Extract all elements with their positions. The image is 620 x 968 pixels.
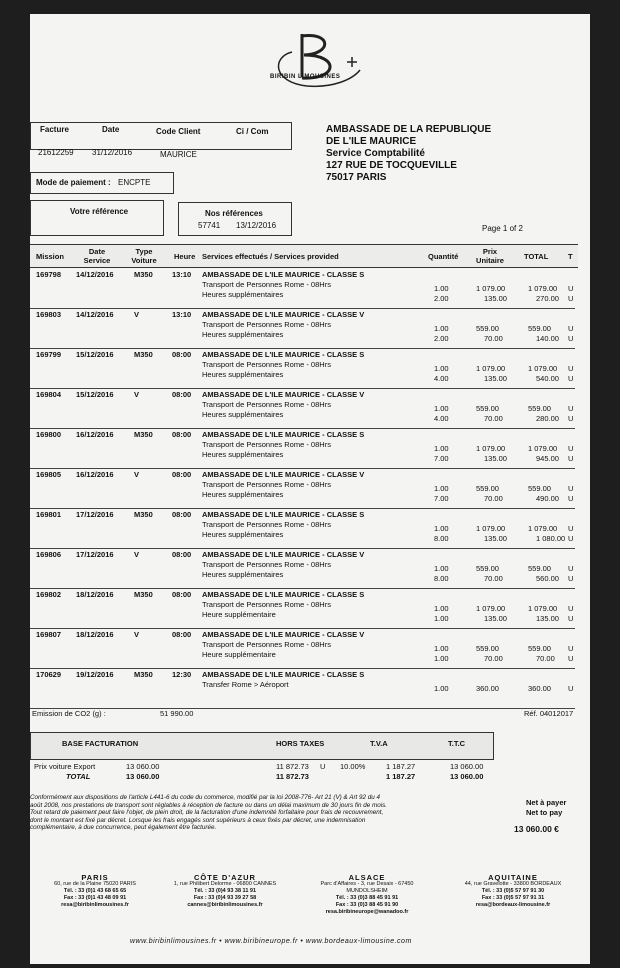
cell-title: AMBASSADE DE L'ILE MAURICE - CLASSE V [202, 390, 365, 399]
cell-heure: 13:10 [172, 310, 192, 319]
office-phone: Tél. : 33 (0)4 93 38 11 91 [193, 888, 257, 894]
office-email: resa@biribinlimousines.fr [61, 902, 129, 908]
hors-taxes-label: HORS TAXES [276, 739, 325, 748]
cell-q1: 1.00 [434, 644, 449, 653]
cell-u2: U [568, 374, 574, 383]
net-to-pay-en: Net to pay [526, 808, 563, 817]
cell-t2: 70.00 [536, 654, 555, 663]
total-ttc: 13 060.00 [450, 772, 484, 781]
cell-l2: Heures supplémentaires [202, 490, 284, 499]
address-line: 127 RUE DE TOCQUEVILLE [326, 160, 457, 171]
col-total: TOTAL [524, 252, 549, 261]
office-phone: Tél. : 33 (0)5 57 97 91 30 [481, 888, 545, 894]
cell-p1: 1 079.00 [476, 604, 506, 613]
table-row [30, 428, 575, 469]
office-address: 1, rue Philibert Delorme - 06800 CANNES [173, 881, 277, 887]
cell-type: M350 [134, 590, 153, 599]
col-mission: Mission [36, 252, 64, 261]
votre-ref-box [30, 200, 164, 236]
cell-title: AMBASSADE DE L'ILE MAURICE - CLASSE V [202, 470, 365, 479]
cell-l1: Transport de Personnes Rome - 08Hrs [202, 520, 331, 529]
cell-u2: U [568, 334, 574, 343]
nos-ref-date: 13/12/2016 [236, 221, 277, 230]
cell-q2: 4.00 [434, 374, 449, 383]
websites: www.biribinlimousines.fr • www.biribineurope.fr • www.bordeaux-limousine.com [130, 938, 412, 945]
cell-heure: 08:00 [172, 470, 192, 479]
cell-date: 17/12/2016 [76, 550, 114, 559]
cell-t1: 1 079.00 [528, 444, 558, 453]
invoice-page [30, 14, 590, 964]
office-phone: Tél. : 33 (0)3 88 45 91 91 [335, 895, 399, 901]
cell-heure: 08:00 [172, 550, 192, 559]
col-date: Date Service [83, 247, 111, 265]
votre-ref-label: Votre référence [70, 207, 129, 216]
cell-p2: 135.00 [484, 374, 507, 383]
cell-q1: 1.00 [434, 684, 449, 693]
cell-type: V [134, 390, 140, 399]
cell-mission: 169803 [36, 310, 62, 319]
cell-date: 17/12/2016 [76, 510, 114, 519]
cell-date: 14/12/2016 [76, 310, 114, 319]
cell-type: M350 [134, 270, 153, 279]
cell-u2: U [568, 414, 574, 423]
cell-p1: 1 079.00 [476, 284, 506, 293]
legal-notice: Conformément aux dispositions de l'article L441-6 du code du commerce, modifié par la loi 2008-776- Art 21 (V) & Art 92 du 4 août 2008, nos prestations de transport sont réglables à réception de facture ou dans un délai maximum de 30 jours fin de mois. Tout retard de paiement peut faire l'objet, de plein droit, de la facturation d'une indemnité forfaitaire pour frais de recouvrement, dont le montant est fixé par décret. Lorsque les frais engagés sont supérieurs à ceux fixés par décret, une indemnisation complémentaire, à due concurrence, peut également être facturée. [30, 794, 388, 831]
cell-mission: 169798 [36, 270, 62, 279]
summary-base: 13 060.00 [126, 762, 160, 771]
cell-title: AMBASSADE DE L'ILE MAURICE - CLASSE S [202, 430, 365, 439]
cell-l1: Transfer Rome > Aéroport [202, 680, 289, 689]
cell-u1: U [568, 444, 574, 453]
cell-t2: 490.00 [536, 494, 559, 503]
brand-name: BIRIBIN LIMOUSINES [270, 74, 341, 80]
cell-l2: Heures supplémentaires [202, 330, 284, 339]
cell-mission: 169804 [36, 390, 62, 399]
summary-row-label: Prix voiture Export [34, 762, 96, 771]
ttc-label: T.T.C [448, 739, 466, 748]
office-cote-azur [160, 874, 290, 909]
cell-u2: U [568, 654, 574, 663]
tva-label: T.V.A [370, 739, 388, 748]
cell-p2: 135.00 [484, 614, 507, 623]
office-address: Parc d'Affaires - 3, rue Desaix - 67450 MUNDOLSHEIM [320, 881, 414, 894]
cell-date: 15/12/2016 [76, 350, 114, 359]
cell-u2: U [568, 614, 574, 623]
cell-t2: 140.00 [536, 334, 559, 343]
cell-u2: U [568, 534, 574, 543]
cell-l1: Transport de Personnes Rome - 08Hrs [202, 600, 331, 609]
cell-mission: 169801 [36, 510, 62, 519]
total-base: 13 060.00 [126, 772, 160, 781]
cell-u1: U [568, 644, 574, 653]
cell-mission: 169800 [36, 430, 62, 439]
cell-l1: Transport de Personnes Rome - 08Hrs [202, 480, 331, 489]
cell-title: AMBASSADE DE L'ILE MAURICE - CLASSE S [202, 350, 365, 359]
cell-l1: Transport de Personnes Rome - 08Hrs [202, 560, 331, 569]
cell-q2: 8.00 [434, 534, 449, 543]
cell-q1: 1.00 [434, 564, 449, 573]
cell-date: 15/12/2016 [76, 390, 114, 399]
office-fax: Fax : 33 (0)1 43 48 09 91 [63, 895, 127, 901]
cell-mission: 170629 [36, 670, 62, 679]
client-code: MAURICE [160, 150, 197, 159]
cell-t1: 559.00 [528, 404, 551, 413]
cell-type: M350 [134, 350, 153, 359]
table-row [30, 508, 575, 549]
cell-l1: Transport de Personnes Rome - 08Hrs [202, 320, 331, 329]
cell-title: AMBASSADE DE L'ILE MAURICE - CLASSE S [202, 590, 365, 599]
cell-title: AMBASSADE DE L'ILE MAURICE - CLASSE V [202, 630, 365, 639]
cell-mission: 169807 [36, 630, 62, 639]
cell-p2: 135.00 [484, 454, 507, 463]
cell-q1: 1.00 [434, 324, 449, 333]
cell-type: V [134, 310, 140, 319]
total-tva: 1 187.27 [386, 772, 416, 781]
cell-heure: 08:00 [172, 510, 192, 519]
cell-date: 16/12/2016 [76, 430, 114, 439]
cell-date: 19/12/2016 [76, 670, 114, 679]
cell-p1: 360.00 [476, 684, 499, 693]
cell-p2: 135.00 [484, 534, 507, 543]
office-fax: Fax : 33 (0)4 93 39 27 58 [193, 895, 257, 901]
col-quantity: Quantité [428, 252, 459, 261]
cell-u2: U [568, 574, 574, 583]
summary-rate: 10.00% [340, 762, 366, 771]
table-row [30, 668, 575, 709]
cell-q1: 1.00 [434, 284, 449, 293]
cell-title: AMBASSADE DE L'ILE MAURICE - CLASSE S [202, 510, 365, 519]
cell-mission: 169806 [36, 550, 62, 559]
cell-title: AMBASSADE DE L'ILE MAURICE - CLASSE S [202, 670, 365, 679]
cell-l2: Heures supplémentaires [202, 370, 284, 379]
cell-t1: 559.00 [528, 564, 551, 573]
cell-mission: 169805 [36, 470, 62, 479]
cell-q2: 8.00 [434, 574, 449, 583]
cell-p2: 70.00 [484, 414, 503, 423]
cell-p1: 559.00 [476, 324, 499, 333]
total-ht: 11 872.73 [276, 772, 309, 781]
cell-type: M350 [134, 510, 153, 519]
cell-u2: U [568, 454, 574, 463]
cell-u1: U [568, 364, 574, 373]
office-fax: Fax : 33 (0)5 57 97 91 31 [481, 895, 545, 901]
cell-l1: Transport de Personnes Rome - 08Hrs [202, 400, 331, 409]
cell-type: V [134, 630, 140, 639]
address-line: Service Comptabilité [326, 148, 425, 159]
cell-u1: U [568, 684, 574, 693]
cell-l1: Transport de Personnes Rome - 08Hrs [202, 280, 331, 289]
recipient-address [326, 124, 491, 184]
code-client-label: Code Client [156, 127, 201, 136]
office-email: resa@bordeaux-limousine.fr [475, 902, 551, 908]
total-label: TOTAL [66, 772, 91, 781]
office-address: 60, rue de la Plaine 75020 PARIS [54, 881, 136, 887]
nos-ref-box [178, 202, 292, 236]
items-table-header [30, 244, 578, 268]
co2-value: 51 990.00 [160, 709, 194, 718]
cell-t2: 540.00 [536, 374, 559, 383]
cell-p1: 1 079.00 [476, 364, 506, 373]
cell-p1: 559.00 [476, 404, 499, 413]
cell-q2: 7.00 [434, 494, 449, 503]
net-amount: 13 060.00 € [514, 824, 559, 834]
table-row [30, 308, 575, 349]
cell-type: V [134, 550, 140, 559]
nos-ref-label: Nos références [205, 209, 263, 218]
cell-t1: 559.00 [528, 324, 551, 333]
net-to-pay-fr: Net à payer [526, 798, 567, 807]
cell-title: AMBASSADE DE L'ILE MAURICE - CLASSE V [202, 310, 365, 319]
cell-heure: 12:30 [172, 670, 192, 679]
payment-label: Mode de paiement : [36, 178, 111, 187]
biribin-logo [262, 22, 372, 102]
reference-code: Réf. 04012017 [524, 709, 574, 718]
office-phone: Tél. : 33 (0)1 43 68 65 65 [63, 888, 127, 894]
cell-mission: 169802 [36, 590, 62, 599]
cell-q1: 1.00 [434, 404, 449, 413]
cell-q2: 4.00 [434, 414, 449, 423]
cell-l2: Heures supplémentaires [202, 410, 284, 419]
cell-t1: 1 079.00 [528, 284, 558, 293]
summary-ht: 11 872.73 [276, 762, 309, 771]
cell-u1: U [568, 484, 574, 493]
cell-q2: 1.00 [434, 654, 449, 663]
cell-t1: 559.00 [528, 644, 551, 653]
cell-type: M350 [134, 670, 153, 679]
cell-heure: 08:00 [172, 390, 192, 399]
cell-q1: 1.00 [434, 524, 449, 533]
cell-t1: 360.00 [528, 684, 551, 693]
office-city: CÔTE D'AZUR [194, 873, 256, 882]
address-line: 75017 PARIS [326, 172, 387, 183]
cell-l2: Heures supplémentaires [202, 570, 284, 579]
cell-l1: Transport de Personnes Rome - 08Hrs [202, 440, 331, 449]
cell-type: V [134, 470, 140, 479]
cell-p2: 70.00 [484, 334, 503, 343]
office-email: resa.biribineurope@wanadoo.fr [325, 909, 409, 915]
cell-p2: 70.00 [484, 494, 503, 503]
invoice-date: 31/12/2016 [92, 148, 133, 157]
cell-q1: 1.00 [434, 444, 449, 453]
summary-tva: 1 187.27 [386, 762, 416, 771]
office-city: AQUITAINE [488, 873, 538, 882]
cell-mission: 169799 [36, 350, 62, 359]
table-row [30, 468, 575, 509]
summary-ttc: 13 060.00 [450, 762, 484, 771]
table-row [30, 348, 575, 389]
cell-t2: 560.00 [536, 574, 559, 583]
cell-q2: 2.00 [434, 334, 449, 343]
facture-number: 21612259 [38, 148, 74, 157]
cell-t1: 1 079.00 [528, 364, 558, 373]
cell-p1: 559.00 [476, 564, 499, 573]
cell-q1: 1.00 [434, 364, 449, 373]
cell-l1: Transport de Personnes Rome - 08Hrs [202, 360, 331, 369]
cell-l2: Heure supplémentaire [202, 650, 276, 659]
facture-label: Facture [40, 125, 69, 134]
address-line: DE L'ILE MAURICE [326, 136, 417, 147]
cell-l2: Heure supplémentaire [202, 610, 276, 619]
cell-u1: U [568, 564, 574, 573]
table-row [30, 628, 575, 669]
office-fax: Fax : 33 (0)3 88 45 91 90 [335, 902, 399, 908]
col-t: T [568, 252, 573, 261]
cell-t2: 945.00 [536, 454, 559, 463]
table-row [30, 268, 575, 309]
cell-t2: 135.00 [536, 614, 559, 623]
cell-type: M350 [134, 430, 153, 439]
cell-p1: 1 079.00 [476, 444, 506, 453]
cell-u1: U [568, 404, 574, 413]
col-services: Services effectués / Services provided [202, 252, 339, 261]
table-row [30, 548, 575, 589]
cell-u1: U [568, 604, 574, 613]
cell-u1: U [568, 524, 574, 533]
table-row [30, 588, 575, 629]
ci-com-label: Ci / Com [236, 127, 269, 136]
cell-heure: 08:00 [172, 630, 192, 639]
date-label: Date [102, 125, 120, 134]
cell-l2: Heures supplémentaires [202, 450, 284, 459]
cell-heure: 13:10 [172, 270, 192, 279]
cell-u2: U [568, 494, 574, 503]
cell-t2: 280.00 [536, 414, 559, 423]
office-email: cannes@biribinlimousines.fr [187, 902, 263, 908]
cell-date: 18/12/2016 [76, 630, 114, 639]
office-address: 44, rue Gravelotte - 33800 BORDEAUX [464, 881, 562, 887]
cell-p1: 559.00 [476, 484, 499, 493]
office-city: ALSACE [348, 873, 386, 882]
cell-l1: Transport de Personnes Rome - 08Hrs [202, 640, 331, 649]
nos-ref-number: 57741 [198, 221, 221, 230]
summary-code: U [320, 762, 326, 771]
cell-p2: 70.00 [484, 574, 503, 583]
payment-mode: ENCPTE [118, 178, 151, 187]
office-city: PARIS [81, 873, 109, 882]
cell-date: 16/12/2016 [76, 470, 114, 479]
cell-l2: Heures supplémentaires [202, 290, 284, 299]
cell-u1: U [568, 284, 574, 293]
cell-q1: 1.00 [434, 484, 449, 493]
office-paris [30, 874, 160, 909]
cell-q1: 1.00 [434, 604, 449, 613]
cell-p1: 1 079.00 [476, 524, 506, 533]
cell-title: AMBASSADE DE L'ILE MAURICE - CLASSE S [202, 270, 365, 279]
table-row [30, 388, 575, 429]
base-facturation-label: BASE FACTURATION [62, 739, 139, 748]
cell-heure: 08:00 [172, 590, 192, 599]
cell-t2: 270.00 [536, 294, 559, 303]
cell-title: AMBASSADE DE L'ILE MAURICE - CLASSE V [202, 550, 365, 559]
cell-l2: Heures supplémentaires [202, 530, 284, 539]
col-heure: Heure [174, 252, 196, 261]
col-prix: Prix Unitaire [476, 247, 504, 265]
address-line: AMBASSADE DE LA REPUBLIQUE [326, 124, 492, 135]
cell-date: 18/12/2016 [76, 590, 114, 599]
cell-p2: 135.00 [484, 294, 507, 303]
cell-heure: 08:00 [172, 350, 192, 359]
cell-u1: U [568, 324, 574, 333]
cell-u2: U [568, 294, 574, 303]
page-number: Page 1 of 2 [482, 224, 523, 233]
cell-p1: 559.00 [476, 644, 499, 653]
cell-q2: 2.00 [434, 294, 449, 303]
co2-label: Emission de CO2 (g) : [32, 709, 106, 718]
cell-q2: 7.00 [434, 454, 449, 463]
cell-t2: 1 080.00 [536, 534, 566, 543]
cell-t1: 559.00 [528, 484, 551, 493]
cell-t1: 1 079.00 [528, 524, 558, 533]
office-alsace [302, 874, 432, 916]
cell-t1: 1 079.00 [528, 604, 558, 613]
office-aquitaine [448, 874, 578, 909]
cell-heure: 08:00 [172, 430, 192, 439]
cell-date: 14/12/2016 [76, 270, 114, 279]
col-type: Type Voiture [131, 247, 157, 265]
cell-q2: 1.00 [434, 614, 449, 623]
cell-p2: 70.00 [484, 654, 503, 663]
